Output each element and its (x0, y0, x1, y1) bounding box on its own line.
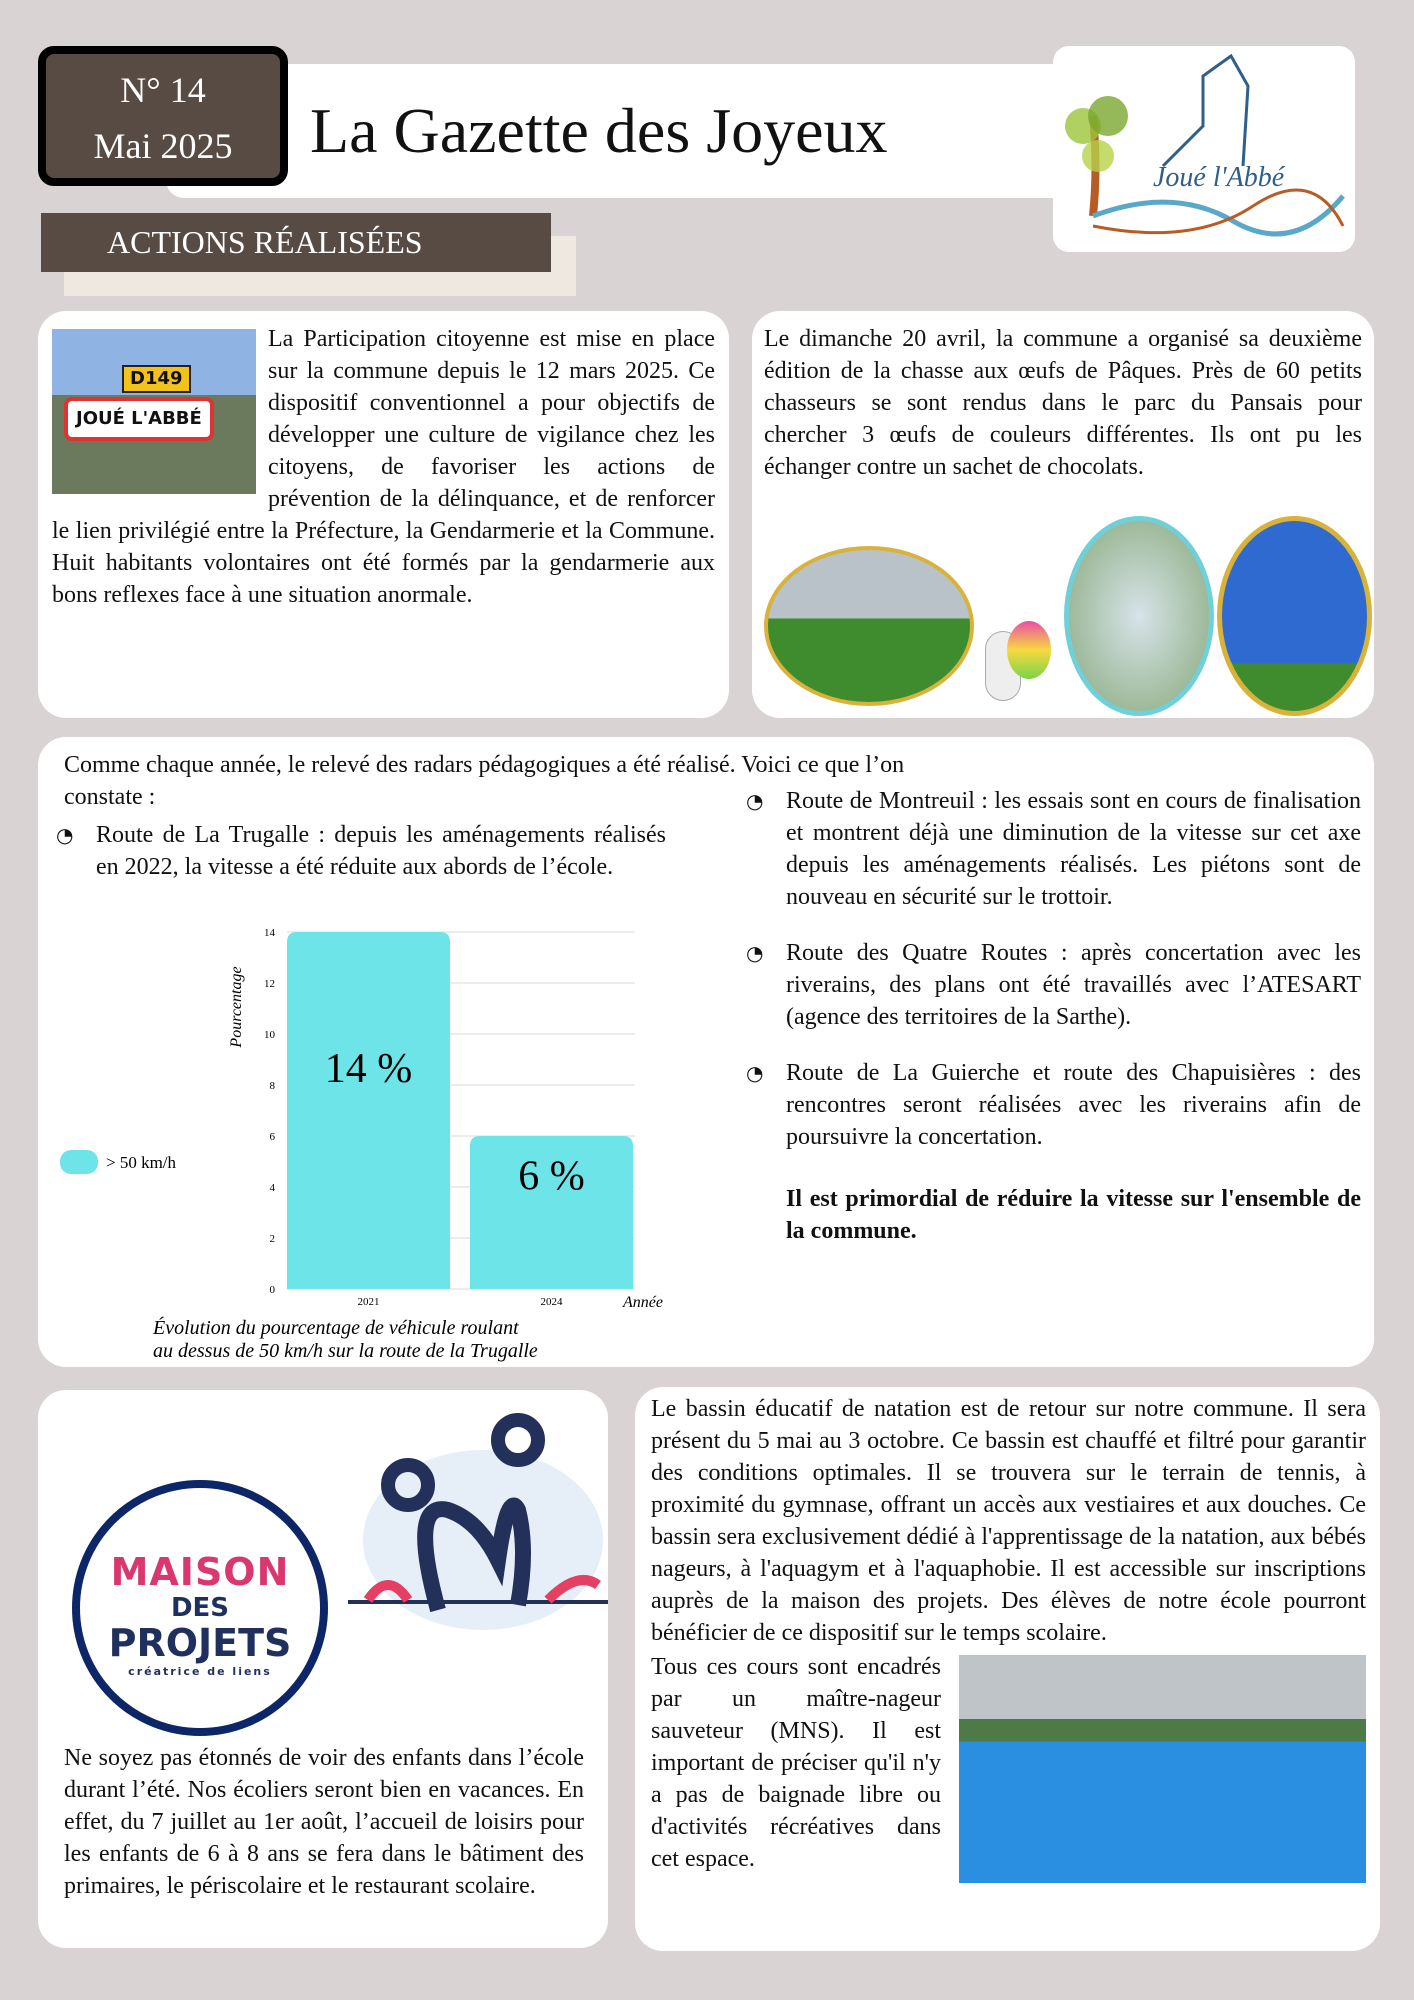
chocolate-bag-photo (1064, 516, 1214, 716)
issue-badge (38, 46, 288, 186)
easter-bunny-icon (977, 611, 1047, 711)
chart-caption-line2: au dessus de 50 km/h sur la route de la Trugalle (153, 1340, 538, 1362)
y-axis-label: Pourcentage (228, 966, 245, 1048)
bar (287, 932, 450, 1289)
x-tick-label: 2021 (357, 1296, 380, 1308)
easter-text: Le dimanche 20 avril, la commune a organisé sa deuxième édition de la chasse aux œufs de Pâques. Près de 60 petits chasseurs se sont rendus dans le parc du Pansais pour chercher 3 œufs de couleurs différentes. Ils ont pu les échanger contre un sachet de chocolats. (764, 326, 1362, 480)
x-axis-label: Année (623, 1294, 663, 1311)
bullet-text: Route de Montreuil : les essais sont en cours de finalisation et montrent déjà une diminution de la vitesse sur cet axe depuis les aménagements réalisés. Les piétons sont de nouveau en sécurité sur le trottoir. (786, 788, 1361, 910)
participation-text-flow (52, 323, 715, 611)
town-sign-photo (52, 329, 256, 494)
pool-text-2: Tous ces cours sont encadrés par un maître-nageur sauveteur (MNS). Il est important de préciser qu'il n'y a pas de baignade libre ou d'activités récréatives dans cet espace. (651, 1654, 941, 1872)
summer-school-card (38, 1390, 608, 1948)
sign-town: JOUÉ L'ABBÉ (64, 397, 214, 441)
pool-bottom-row (651, 1651, 1366, 1883)
maison-des-projets-logo (72, 1480, 328, 1736)
participation-text-cont: de la délinquance, et de renforcer le lien privilégié entre la Préfecture, la Gendarmerie et la Commune. Huit habitants volontaires ont été formés par la gendarmerie aux bons reflexes face à une situation anormale. (52, 486, 715, 608)
page-title: La Gazette des Joyeux (310, 95, 888, 166)
bullet-trugalle (56, 819, 666, 883)
y-tick-label: 14 (264, 927, 275, 939)
egg-hunt-photo (764, 546, 974, 706)
y-tick-label: 6 (269, 1131, 275, 1143)
town-logo-icon (1053, 46, 1355, 252)
bar-data-label: 14 % (324, 1045, 413, 1092)
speedometer-icon: ◔ (746, 941, 764, 965)
radar-intro: Comme chaque année, le relevé des radars pédagogiques a été réalisé. Voici ce que l’on constate : (64, 752, 905, 810)
y-tick-label: 0 (269, 1284, 275, 1296)
swimming-pool-photo (959, 1655, 1366, 1883)
town-logo (1053, 46, 1355, 252)
section-heading: ACTIONS RÉALISÉES (41, 213, 551, 272)
chart-caption-line1: Évolution du pourcentage de véhicule roulant (153, 1317, 519, 1339)
logo-line1: MAISON (110, 1550, 290, 1594)
logo-line2: DES (170, 1593, 230, 1623)
citizen-participation-card (38, 311, 729, 718)
y-tick-label: 10 (264, 1029, 275, 1041)
children-illustration (348, 1410, 608, 1640)
logo-tagline: créatrice de liens (128, 1665, 272, 1678)
logo-text: Joué l'Abbé (1153, 162, 1285, 193)
speedometer-icon: ◔ (746, 789, 764, 813)
right-bullets (746, 785, 1361, 1247)
conclusion: Il est primordial de réduire la vitesse sur l'ensemble de la commune. (786, 1186, 1361, 1244)
legend-swatch (60, 1150, 98, 1174)
bullet-text: Route de La Trugalle : depuis les aménagements réalisés en 2022, la vitesse a été réduite aux abords de l’école. (96, 822, 666, 880)
x-tick-label: 2024 (540, 1296, 563, 1308)
speedometer-icon: ◔ (56, 823, 74, 847)
easter-card (752, 311, 1374, 718)
painted-egg-photo (1217, 516, 1372, 716)
participation-text: La Participation citoyenne est mise en place sur la commune depuis le 12 mars 2025. Ce dispositif conventionnel a pour objectifs de développer une culture de vigilance chez les citoyens, de favoriser les actions de prévention (268, 326, 715, 512)
speed-radar-card (38, 737, 1374, 1367)
issue-date: Mai 2025 (93, 126, 233, 166)
speedometer-icon: ◔ (746, 1061, 764, 1085)
sign-route: D149 (122, 365, 191, 393)
y-tick-label: 12 (264, 978, 275, 990)
swimming-pool-card (635, 1387, 1380, 1951)
issue-number: N° 14 (120, 70, 206, 110)
bullet-guierche (746, 1057, 1361, 1153)
y-tick-label: 2 (269, 1233, 275, 1245)
y-tick-label: 4 (269, 1182, 275, 1194)
bar-data-label: 6 % (518, 1153, 585, 1200)
bullet-quatre-routes (746, 937, 1361, 1033)
summer-text: Ne soyez pas étonnés de voir des enfants dans l’école durant l’été. Nos écoliers seront bien en vacances. En effet, du 7 juillet au 1er août, l’accueil de loisirs pour les enfants de 6 à 8 ans se fera dans le bâtiment des primaires, le périscolaire et le restaurant scolaire. (64, 1745, 584, 1899)
bullet-montreuil (746, 785, 1361, 913)
legend-label: > 50 km/h (106, 1153, 177, 1172)
bullet-text: Route de La Guierche et route des Chapuisières : des rencontres seront réalisées avec les riverains afin de poursuivre la concertation. (786, 1060, 1361, 1150)
bullet-text: Route des Quatre Routes : après concertation avec les riverains, des plans ont été travaillés avec l’ATESART (agence des territoires de la Sarthe). (786, 940, 1361, 1030)
logo-line3: PROJETS (108, 1621, 292, 1665)
y-tick-label: 8 (269, 1080, 275, 1092)
speed-chart (38, 897, 738, 1367)
pool-text: Le bassin éducatif de natation est de retour sur notre commune. Il sera présent du 5 mai au 3 octobre. Ce bassin est chauffé et filtré pour garantir des conditions optimales. Il se trouvera sur le terrain de tennis, à proximité du gymnase, offrant un accès aux vestiaires et aux douches. Ce bassin sera exclusivement dédié à l'apprentissage de la natation, aux bébés nageurs, à l'aquagym et à l'aquaphobie. Il est accessible sur inscriptions auprès de la maison des projets. Des élèves de notre école pourront bénéficier de ce dispositif sur le temps scolaire. (651, 1396, 1366, 1646)
